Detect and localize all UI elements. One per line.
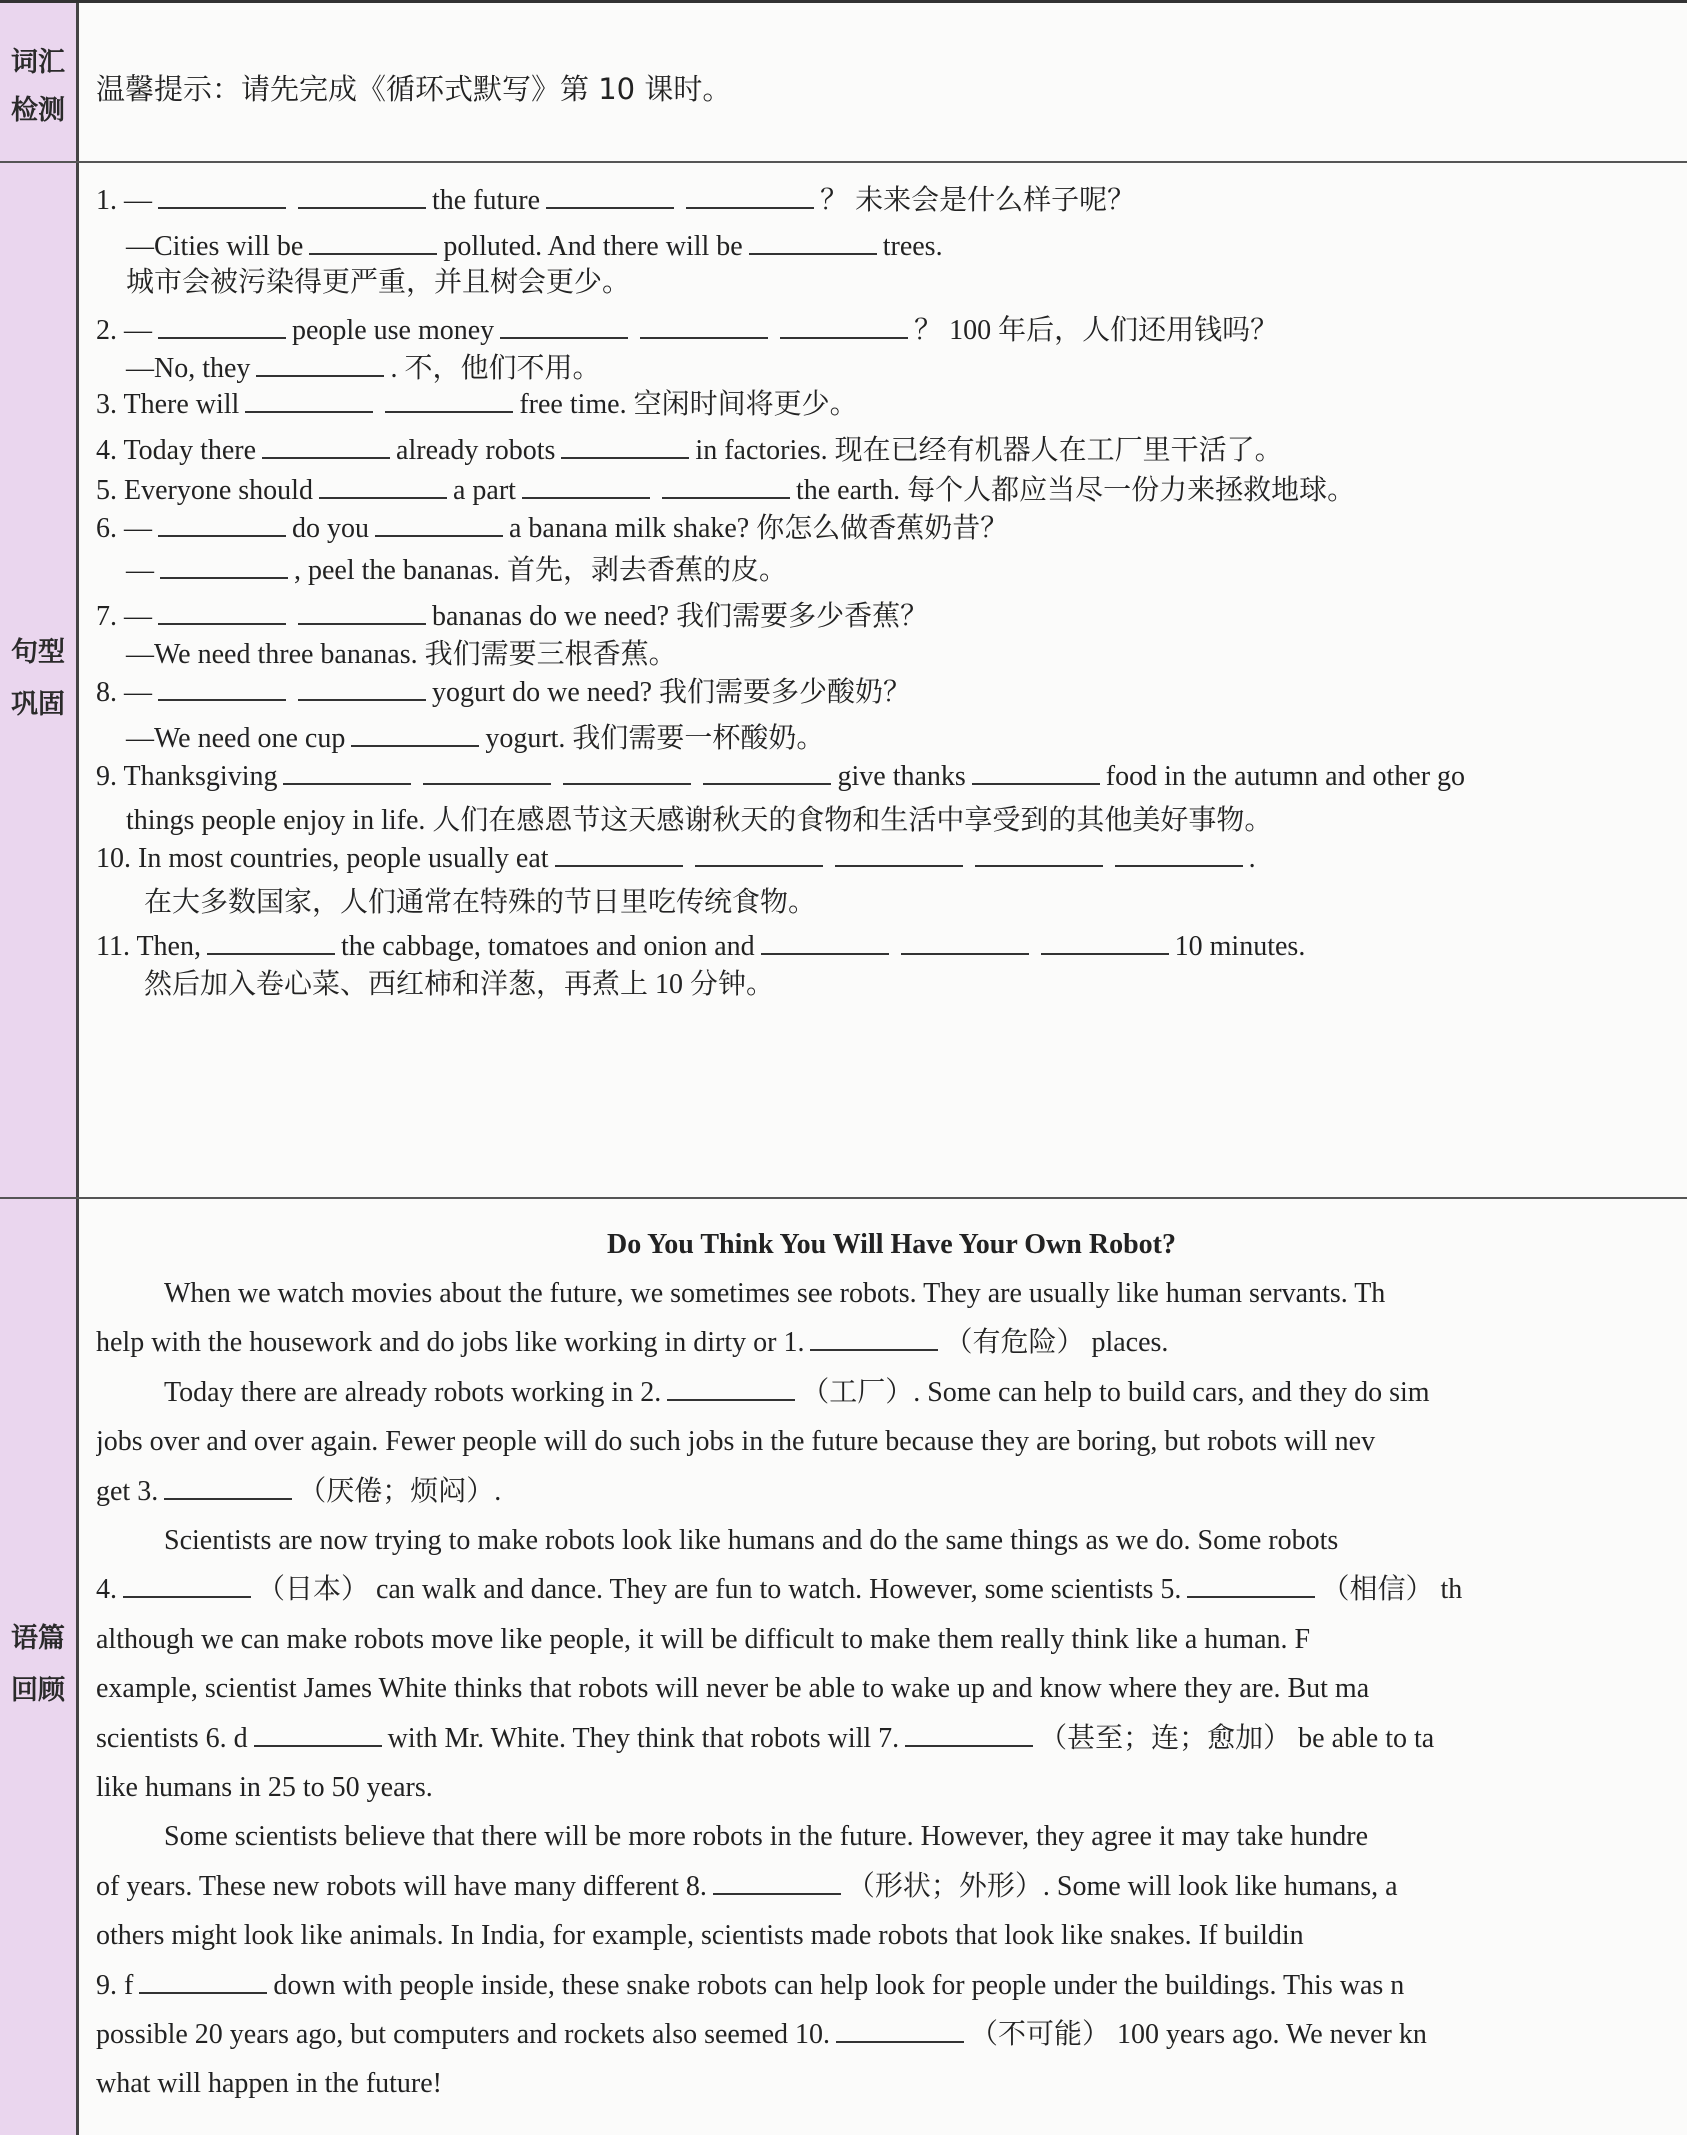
answer-blank[interactable] (563, 757, 691, 785)
line-text: things people enjoy in life. 人们在感恩节这天感谢秋天的食物和生活中享受到的其他美好事物。 (126, 805, 1273, 836)
text-line (96, 597, 928, 637)
text-line (96, 431, 1283, 471)
answer-blank[interactable] (1115, 839, 1243, 867)
line-text: get 3. (96, 1475, 159, 1507)
text-line (96, 757, 1465, 797)
answer-blank[interactable] (695, 839, 823, 867)
answer-blank[interactable] (298, 673, 426, 701)
text-line (96, 1615, 1310, 1664)
answer-blank[interactable] (262, 431, 390, 459)
line-text: 4. Today there (96, 435, 257, 466)
answer-blank[interactable] (905, 1719, 1033, 1747)
line-text: 9. f (96, 1969, 134, 2001)
passage-side-tab (0, 1199, 79, 2135)
answer-blank[interactable] (160, 551, 288, 579)
vocab-label-line1: 词汇 (11, 47, 65, 78)
sentence-section (0, 163, 1687, 1199)
answer-blank[interactable] (309, 227, 437, 255)
answer-blank[interactable] (555, 839, 683, 867)
sentence-label-line1: 句型 (11, 637, 65, 668)
line-text: —No, they (126, 353, 251, 384)
answer-blank[interactable] (298, 181, 426, 209)
text-line (164, 1368, 1430, 1417)
line-text: like humans in 25 to 50 years. (96, 1772, 433, 1803)
answer-blank[interactable] (164, 1472, 292, 1500)
text-line (96, 1467, 501, 1516)
line-text: food in the autumn and other go (1105, 761, 1466, 792)
line-text: —We need three bananas. 我们需要三根香蕉。 (126, 639, 677, 670)
line-text: （甚至；连；愈加） be able to ta (1039, 1722, 1435, 1754)
answer-blank[interactable] (901, 927, 1029, 955)
text-line (96, 1763, 433, 1812)
text-line (126, 263, 630, 303)
answer-blank[interactable] (561, 431, 689, 459)
passage-body (96, 1199, 1687, 2135)
answer-blank[interactable] (761, 927, 889, 955)
text-line (96, 311, 1278, 351)
line-text: free time. 空闲时间将更少。 (519, 389, 858, 420)
line-text: what will happen in the future! (96, 2068, 443, 2100)
text-line (164, 1516, 1338, 1565)
answer-blank[interactable] (139, 1966, 267, 1994)
answer-blank[interactable] (351, 719, 479, 747)
answer-blank[interactable] (158, 673, 286, 701)
answer-blank[interactable] (522, 471, 650, 499)
text-line (96, 1862, 1398, 1911)
line-text: When we watch movies about the future, we sometimes see robots. They are usually like human servants. Th (164, 1278, 1386, 1309)
line-text: possible 20 years ago, but computers and rockets also seemed 10. (96, 2019, 831, 2050)
text-line (96, 1417, 1375, 1466)
vocab-hint: 温馨提示：请先完成《循环式默写》第 10 课时。 (96, 72, 732, 106)
line-text: （厌倦；烦闷）. (298, 1475, 502, 1507)
line-text: 10 minutes. (1174, 931, 1306, 962)
line-text: —Cities will be (126, 231, 304, 262)
answer-blank[interactable] (703, 757, 831, 785)
text-line (126, 349, 600, 389)
answer-blank[interactable] (1187, 1570, 1315, 1598)
line-text: 4. (96, 1574, 117, 1606)
line-text: scientists 6. d (96, 1722, 248, 1754)
line-text: example, scientist James White thinks that robots will never be able to wake up and know where they are. But ma (96, 1673, 1370, 1705)
line-text: 8. — (96, 677, 152, 708)
answer-blank[interactable] (667, 1373, 795, 1401)
line-text: do you (292, 513, 369, 544)
answer-blank[interactable] (245, 385, 373, 413)
line-text: 5. Everyone should (96, 475, 313, 506)
line-text: , peel the bananas. 首先，剥去香蕉的皮。 (294, 555, 788, 586)
line-text: 7. — (96, 601, 152, 632)
answer-blank[interactable] (500, 311, 628, 339)
text-line (96, 2059, 442, 2108)
sentence-label-line2: 巩固 (11, 689, 65, 720)
line-text: ？ 未来会是什么样子呢？ (820, 185, 1136, 216)
answer-blank[interactable] (1041, 927, 1169, 955)
text-line (96, 673, 911, 713)
text-line (96, 471, 1355, 511)
answer-blank[interactable] (975, 839, 1103, 867)
text-line (126, 635, 677, 675)
line-text: 11. Then, (96, 931, 201, 962)
answer-blank[interactable] (158, 311, 286, 339)
text-line (126, 227, 943, 267)
line-text: trees. (882, 231, 943, 262)
answer-blank[interactable] (158, 509, 286, 537)
line-text: with Mr. White. They think that robots will 7. (387, 1722, 900, 1754)
line-text: 10. In most countries, people usually eat (96, 843, 549, 874)
line-text: 3. There will (96, 389, 240, 420)
answer-blank[interactable] (319, 471, 447, 499)
answer-blank[interactable] (375, 509, 503, 537)
text-line (96, 385, 858, 425)
answer-blank[interactable] (780, 311, 908, 339)
line-text: yogurt. 我们需要一杯酸奶。 (485, 723, 825, 754)
line-text: help with the housework and do jobs like working in dirty or 1. (96, 1327, 805, 1359)
line-text: ？ 100 年后，人们还用钱吗？ (914, 315, 1279, 346)
line-text: —We need one cup (126, 723, 346, 754)
answer-blank[interactable] (256, 349, 384, 377)
vocab-label-line2: 检测 (11, 95, 65, 126)
vocab-section (0, 3, 1687, 163)
line-text: in factories. 现在已经有机器人在工厂里干活了。 (695, 435, 1283, 466)
passage-label-line1: 语篇 (11, 1623, 65, 1654)
answer-blank[interactable] (713, 1867, 841, 1895)
line-text: . 不，他们不用。 (390, 353, 601, 384)
line-text: （工厂）. Some can help to build cars, and they do sim (801, 1376, 1430, 1408)
answer-blank[interactable] (298, 597, 426, 625)
text-line (96, 2010, 1427, 2059)
text-line (144, 965, 774, 1005)
line-text: others might look like animals. In India, for example, scientists made robots that look like snakes. If buildin (96, 1920, 1304, 1952)
line-text: — (126, 555, 154, 586)
text-line (144, 883, 816, 923)
line-text: yogurt do we need? 我们需要多少酸奶？ (432, 677, 912, 708)
line-text: Scientists are now trying to make robots look like humans and do the same things as we do. Some robots (164, 1525, 1339, 1556)
line-text: the cabbage, tomatoes and onion and (341, 931, 755, 962)
line-text: Some scientists believe that there will be more robots in the future. However, they agree it may take hundre (164, 1821, 1369, 1853)
line-text: already robots (396, 435, 556, 466)
line-text: the future (432, 185, 541, 216)
answer-blank[interactable] (686, 181, 814, 209)
line-text: 1. — (96, 185, 152, 216)
answer-blank[interactable] (207, 927, 335, 955)
line-text: （相信） th (1321, 1574, 1463, 1606)
line-text: （日本） can walk and dance. They are fun to watch. However, some scientists 5. (257, 1574, 1182, 1606)
answer-blank[interactable] (385, 385, 513, 413)
text-line (96, 1911, 1304, 1960)
text-line (96, 927, 1305, 967)
text-line (96, 1318, 1168, 1367)
answer-blank[interactable] (283, 757, 411, 785)
line-text: （形状；外形）. Some will look like humans, a (846, 1870, 1398, 1902)
line-text: jobs over and over again. Fewer people will do such jobs in the future because they are boring, but robots will nev (96, 1426, 1376, 1458)
answer-blank[interactable] (749, 227, 877, 255)
text-line (96, 181, 1135, 221)
answer-blank[interactable] (662, 471, 790, 499)
line-text: . (1248, 843, 1256, 874)
answer-blank[interactable] (835, 839, 963, 867)
line-text: 2. — (96, 315, 152, 346)
text-line (96, 1664, 1369, 1713)
line-text: （有危险） places. (944, 1327, 1169, 1359)
text-line (126, 801, 1272, 841)
answer-blank[interactable] (123, 1570, 251, 1598)
line-text: （不可能） 100 years ago. We never kn (970, 2019, 1427, 2050)
text-line (96, 1961, 1404, 2010)
text-line (96, 839, 1256, 879)
line-text: of years. These new robots will have many different 8. (96, 1870, 707, 1902)
text-line (96, 1565, 1462, 1614)
line-text: polluted. And there will be (443, 231, 743, 262)
text-line (164, 1812, 1368, 1861)
line-text: 9. Thanksgiving (96, 761, 278, 792)
answer-blank[interactable] (640, 311, 768, 339)
answer-blank[interactable] (254, 1719, 382, 1747)
line-text: a banana milk shake? 你怎么做香蕉奶昔？ (509, 513, 1009, 544)
text-line (164, 1269, 1385, 1318)
line-text: although we can make robots move like people, it will be difficult to make them really think like a human. F (96, 1623, 1311, 1655)
sentence-side-tab (0, 163, 79, 1197)
answer-blank[interactable] (810, 1323, 938, 1351)
line-text: bananas do we need? 我们需要多少香蕉？ (432, 601, 929, 632)
answer-blank[interactable] (836, 2015, 964, 2043)
text-line (126, 551, 787, 591)
line-text: down with people inside, these snake robots can help look for people under the buildings. This was n (273, 1969, 1405, 2001)
answer-blank[interactable] (423, 757, 551, 785)
text-line (96, 509, 1008, 549)
line-text: the earth. 每个人都应当尽一份力来拯救地球。 (795, 475, 1356, 506)
line-text: a part (452, 475, 516, 506)
answer-blank[interactable] (158, 181, 286, 209)
vocab-side-tab (0, 3, 79, 161)
line-text: 6. — (96, 513, 152, 544)
answer-blank[interactable] (546, 181, 674, 209)
answer-blank[interactable] (158, 597, 286, 625)
line-text: 城市会被污染得更严重，并且树会更少。 (126, 267, 631, 298)
sentence-list (96, 163, 1687, 1197)
passage-title: Do You Think You Will Have Your Own Robot? (607, 1229, 1176, 1260)
line-text: 在大多数国家，人们通常在特殊的节日里吃传统食物。 (144, 887, 817, 918)
line-text: Today there are already robots working in 2. (164, 1376, 662, 1408)
line-text: 然后加入卷心菜、西红柿和洋葱，再煮上 10 分钟。 (144, 969, 775, 1000)
passage-label-line2: 回顾 (11, 1675, 65, 1706)
text-line (96, 1714, 1434, 1763)
passage-section (0, 1199, 1687, 2135)
text-line (126, 719, 824, 759)
answer-blank[interactable] (972, 757, 1100, 785)
line-text: give thanks (837, 761, 966, 792)
line-text: people use money (292, 315, 495, 346)
